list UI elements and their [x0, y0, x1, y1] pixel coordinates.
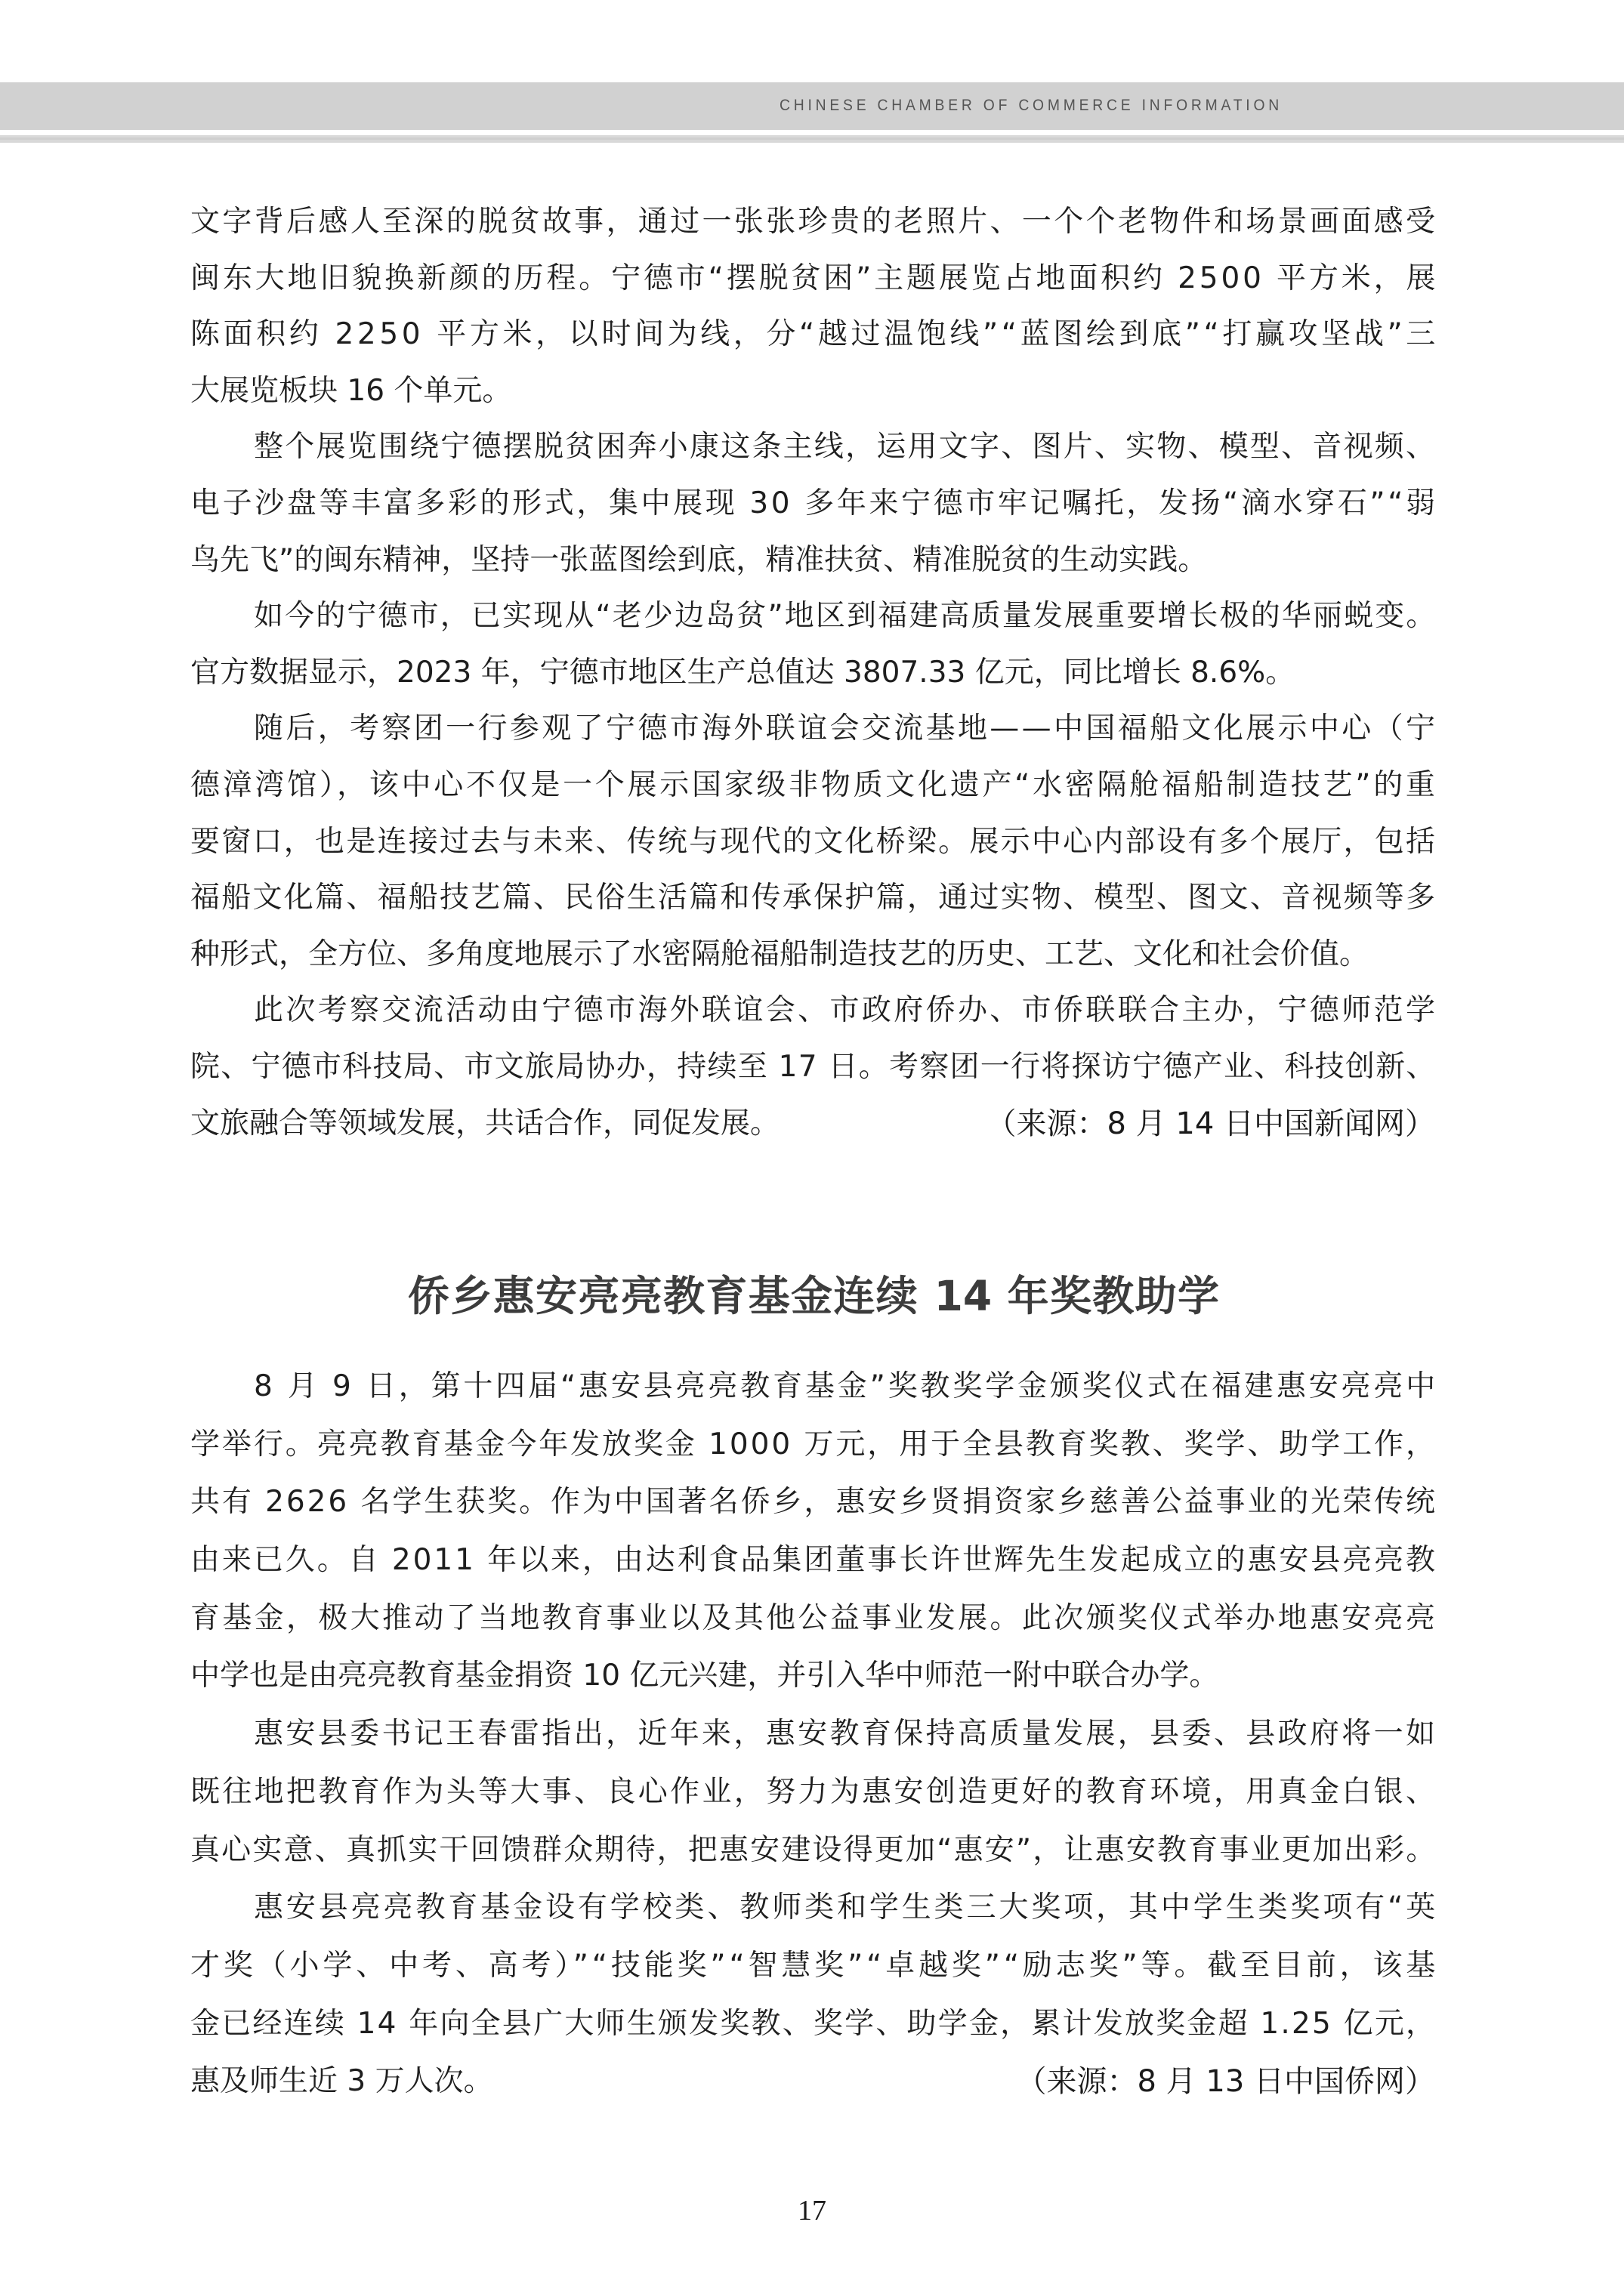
body-line: 共有 2626 名学生获奖。作为中国著名侨乡，惠安乡贤捐资家乡慈善公益事业的光荣传统 [190, 1485, 1437, 1520]
article-1-source: （来源：8 月 14 日中国新闻网） [986, 1106, 1435, 1141]
body-line: 文字背后感人至深的脱贫故事，通过一张张珍贵的老照片、一个个老物件和场景画面感受 [190, 205, 1438, 239]
body-line: 电子沙盘等丰富多彩的形式，集中展现 30 多年来宁德市牢记嘱托，发扬“滴水穿石”“弱 [190, 486, 1438, 520]
publication-title: CHINESE CHAMBER OF COMMERCE INFORMATION [780, 97, 1283, 114]
body-line: 院、宁德市科技局、市文旅局协办，持续至 17 日。考察团一行将探访宁德产业、科技创新、 [190, 1049, 1437, 1084]
page-number: 17 [798, 2195, 826, 2227]
article-2-source: （来源：8 月 13 日中国侨网） [1016, 2064, 1435, 2100]
body-line: 要窗口，也是连接过去与未来、传统与现代的文化桥梁。展示中心内部设有多个展厅，包括 [190, 824, 1437, 859]
body-line-with-source [190, 2053, 1435, 2111]
body-line: 由来已久。自 2011 年以来，由达利食品集团董事长许世辉先生发起成立的惠安县亮亮教 [190, 1543, 1437, 1578]
body-line: 学举行。亮亮教育基金今年发放奖金 1000 万元，用于全县教育奖教、奖学、助学工作， [190, 1427, 1437, 1461]
body-line: 真心实意、真抓实干回馈群众期待，把惠安建设得更加“惠安”，让惠安教育事业更加出彩。 [190, 1832, 1437, 1867]
body-line: 如今的宁德市，已实现从“老少边岛贫”地区到福建高质量发展重要增长极的华丽蜕变。 [254, 599, 1437, 634]
body-line: 惠安县亮亮教育基金设有学校类、教师类和学生类三大奖项，其中学生类奖项有“英 [254, 1890, 1439, 1925]
body-line: 8 月 9 日，第十四届“惠安县亮亮教育基金”奖教奖学金颁奖仪式在福建惠安亮亮中 [254, 1369, 1439, 1403]
body-line: 鸟先飞”的闽东精神，坚持一张蓝图绘到底，精准扶贫、精准脱贫的生动实践。 [190, 542, 1208, 577]
article-2-title: 侨乡惠安亮亮教育基金连续 14 年奖教助学 [408, 1272, 1219, 1320]
header-divider [0, 135, 1624, 143]
body-line: 既往地把教育作为头等大事、良心作业，努力为惠安创造更好的教育环境，用真金白银、 [190, 1774, 1438, 1809]
body-line-with-source [190, 1096, 1435, 1153]
body-line: 德漳湾馆），该中心不仅是一个展示国家级非物质文化遗产“水密隔舱福船制造技艺”的重 [190, 767, 1438, 802]
body-line: 才奖（小学、中考、高考）”“技能奖”“智慧奖”“卓越奖”“励志奖”等。截至目前，该基 [190, 1948, 1440, 1983]
article-1-body [190, 194, 1439, 1152]
body-line: 陈面积约 2250 平方米，以时间为线，分“越过温饱线”“蓝图绘到底”“打赢攻坚战”三 [190, 317, 1439, 352]
body-line: 此次考察交流活动由宁德市海外联谊会、市政府侨办、市侨联联合主办，宁德师范学 [254, 993, 1438, 1028]
body-line: 随后，考察团一行参观了宁德市海外联谊会交流基地——中国福船文化展示中心（宁 [254, 711, 1438, 746]
body-line: 惠安县委书记王春雷指出，近年来，惠安教育保持高质量发展，县委、县政府将一如 [254, 1717, 1438, 1751]
body-line: 金已经连续 14 年向全县广大师生颁发奖教、奖学、助学金，累计发放奖金超 1.25 亿元， [190, 2006, 1437, 2041]
body-line: 福船文化篇、福船技艺篇、民俗生活篇和传承保护篇，通过实物、模型、图文、音视频等多 [190, 881, 1437, 915]
body-line-text: 文旅融合等领域发展，共话合作，同促发展。 [190, 1106, 780, 1140]
body-line: 育基金，极大推动了当地教育事业以及其他公益事业发展。此次颁奖仪式举办地惠安亮亮 [190, 1600, 1438, 1635]
body-line: 官方数据显示，2023 年，宁德市地区生产总值达 3807.33 亿元，同比增长 8.6%。 [190, 655, 1295, 690]
body-line: 种形式，全方位、多角度地展示了水密隔舱福船制造技艺的历史、工艺、文化和社会价值。 [190, 937, 1369, 971]
body-line: 整个展览围绕宁德摆脱贫困奔小康这条主线，运用文字、图片、实物、模型、音视频、 [254, 430, 1437, 464]
body-line: 大展览板块 16 个单元。 [190, 373, 512, 408]
body-line: 闽东大地旧貌换新颜的历程。宁德市“摆脱贫困”主题展览占地面积约 2500 平方米，展 [190, 261, 1439, 295]
article-2-body [190, 1358, 1440, 2111]
body-line-text: 惠及师生近 3 万人次。 [190, 2064, 493, 2099]
body-line: 中学也是由亮亮教育基金捐资 10 亿元兴建，并引入华中师范一附中联合办学。 [190, 1659, 1219, 1693]
